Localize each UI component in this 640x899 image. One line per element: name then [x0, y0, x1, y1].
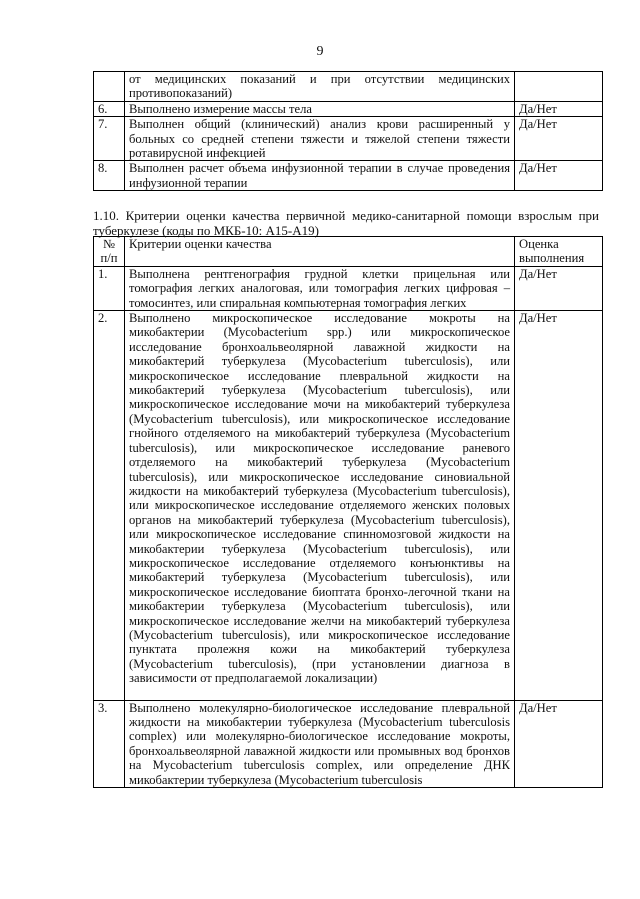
table-row — [94, 266, 603, 310]
criteria-table-tuberculosis — [93, 236, 603, 788]
header-evaluation: Оценка выполнения — [515, 237, 603, 267]
row-number: 1. — [94, 266, 125, 310]
page-number: 9 — [316, 44, 324, 59]
evaluation-cell: Да/Нет — [515, 101, 603, 116]
criterion-text: Выполнен расчет объема инфузионной терапии в случае проведения инфузионной терапии — [125, 161, 515, 191]
table-header-row — [94, 237, 603, 267]
table-row — [94, 72, 603, 102]
criterion-text: Выполнена рентгенография грудной клетки прицельная или томография легких аналоговая, или томография легких цифровая – томосинтез, или спиральная компьютерная томография легких — [125, 266, 515, 310]
header-number: № п/п — [94, 237, 125, 267]
criterion-text: от медицинских показаний и при отсутствии медицинских противопоказаний) — [125, 72, 515, 102]
criteria-table-continued — [93, 71, 603, 191]
criterion-text: Выполнено молекулярно-биологическое исследование плевральной жидкости на микобактерии туберкулеза (Mycobacterium tuberculosis complex) или молекулярно-биологическое исследование мокроты, бронхоальвеолярной лаважной жидкости или промывных вод бронхов на Mycobacterium tuberculosis complex, или определение ДНК микобактерии туберкулеза (Mycobacterium tuberculosis — [125, 700, 515, 787]
evaluation-cell: Да/Нет — [515, 117, 603, 161]
row-number: 2. — [94, 311, 125, 701]
table-row — [94, 311, 603, 701]
row-number: 6. — [94, 101, 125, 116]
evaluation-cell: Да/Нет — [515, 311, 603, 701]
table-row — [94, 117, 603, 161]
evaluation-cell: Да/Нет — [515, 266, 603, 310]
evaluation-cell: Да/Нет — [515, 700, 603, 787]
header-criteria: Критерии оценки качества — [125, 237, 515, 267]
table-row — [94, 101, 603, 116]
section-title: 1.10. Критерии оценки качества первичной медико-санитарной помощи взрослым при туберкулезе (коды по МКБ-10: A15-A19) — [93, 208, 599, 238]
criterion-text: Выполнен общий (клинический) анализ крови расширенный у больных со средней степени тяжести и тяжелой степени тяжести ротавирусной инфекцией — [125, 117, 515, 161]
row-number: 3. — [94, 700, 125, 787]
evaluation-cell — [515, 72, 603, 102]
criterion-text: Выполнено микроскопическое исследование мокроты на микобактерии (Mycobacterium spp.) или микроскопическое исследование бронхоальвеолярной лаважной жидкости на микобактерий туберкулеза (Mycobacterium tuberculosis), или микроскопическое исследование плевральной жидкости на микобактерий туберкулеза (Mycobacterium tuberculosis), или микроскопическое исследование мочи на микобактерий туберкулеза (Mycobacterium tuberculosis), или микроскопическое исследование гнойного отделяемого на микобактерий туберкулеза (Mycobacterium tuberculosis), или микроскопическое исследование раневого отделяемого на микобактерий туберкулеза (Mycobacterium tuberculosis), или микроскопическое исследование синовиальной жидкости на микобактерий туберкулеза (Mycobacterium tuberculosis), или микроскопическое исследование отделяемого женских половых органов на микобактерий туберкулеза (Mycobacterium tuberculosis), или микроскопическое исследование спинномозговой жидкости на микобактерии туберкулеза (Mycobacterium tuberculosis), или микроскопическое исследование отделяемого конъюнктивы на микобактерий туберкулеза (Mycobacterium tuberculosis), или микроскопическое исследование биоптата бронхо-легочной ткани на микобактерии туберкулеза (Mycobacterium tuberculosis), или микроскопическое исследование желчи на микобактерий туберкулеза (Mycobacterium tuberculosis), или микроскопическое исследование пунктата пролежня кожи на микобактерий туберкулеза (Mycobacterium tuberculosis), (при установлении диагноза в зависимости от предполагаемой локализации) — [125, 311, 515, 701]
criterion-text: Выполнено измерение массы тела — [125, 101, 515, 116]
evaluation-cell: Да/Нет — [515, 161, 603, 191]
row-number: 7. — [94, 117, 125, 161]
table-row — [94, 700, 603, 787]
row-number: 8. — [94, 161, 125, 191]
table-row — [94, 161, 603, 191]
row-number — [94, 72, 125, 102]
